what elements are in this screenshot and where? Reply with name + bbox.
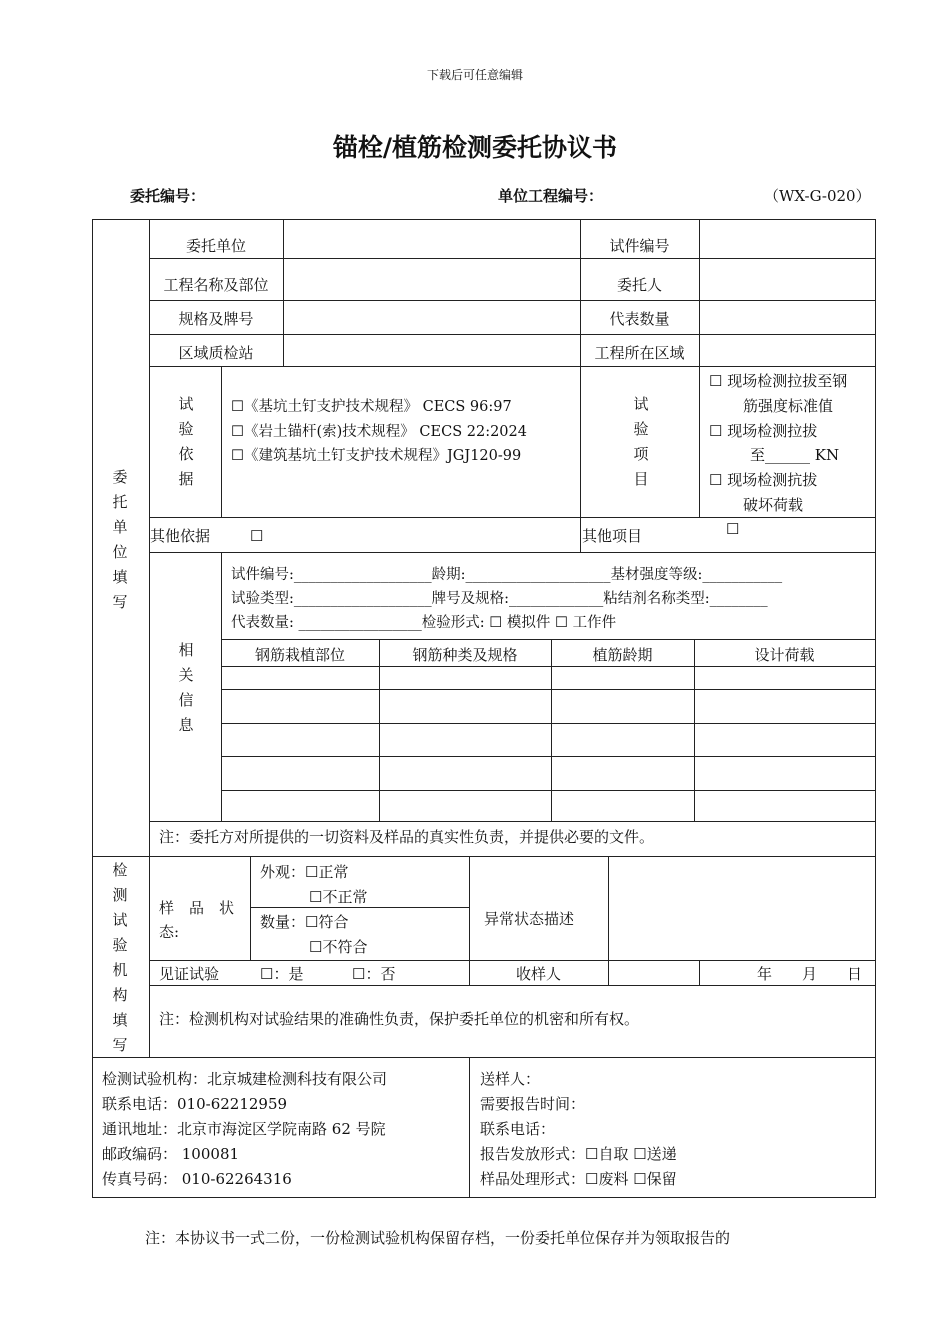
witness-yes[interactable]: ☐：是 (260, 965, 304, 983)
sender-field[interactable]: 送样人： (480, 1070, 541, 1088)
lab-fax: 传真号码： 010-62264316 (102, 1170, 292, 1188)
test-item-label: 试验项目 (633, 395, 649, 488)
basis-label: 试验依据 (178, 395, 194, 488)
related-info-label: 相关信息 (178, 641, 194, 734)
table-header: 植筋龄期 (592, 646, 653, 664)
client-section-label: 委托单位填写 (112, 468, 128, 611)
lab-postcode: 邮政编码： 100081 (102, 1145, 240, 1163)
client-note: 注：委托方对所提供的一切资料及样品的真实性负责，并提供必要的文件。 (159, 828, 655, 846)
sample-handling-options[interactable]: 样品处理形式：☐废料 ☐保留 (480, 1170, 677, 1188)
test-item-text: 筋强度标准值 (743, 397, 834, 415)
basis-item[interactable]: ☐《岩土锚杆(索)技术规程》 CECS 22:2024 (231, 424, 527, 440)
abnormal-desc-label: 异常状态描述 (484, 910, 575, 928)
form-code: （WX-G-020） (764, 187, 871, 205)
test-item-option[interactable]: ☐ 现场检测拉拔至钢 (709, 372, 848, 390)
project-area-label: 工程所在区域 (594, 344, 685, 362)
test-item-option[interactable]: ☐ 现场检测抗拔 (709, 471, 818, 489)
basis-item[interactable]: ☐《建筑基坑土钉支护技术规程》JGJ120-99 (231, 448, 522, 464)
client-unit-label: 委托单位 (185, 237, 246, 255)
quantity-not-match[interactable]: ☐不符合 (309, 938, 368, 956)
sample-no-label: 试件编号 (609, 237, 670, 255)
test-item-text: 破坏荷载 (743, 496, 804, 514)
lab-note: 注：检测机构对试验结果的准确性负责，保护委托单位的机密和所有权。 (159, 1010, 640, 1028)
info-line[interactable]: 试验类型:___________________牌号及规格:_____________粘结剂名称类型:________ (231, 591, 768, 607)
contact-phone-field[interactable]: 联系电话： (480, 1120, 556, 1138)
test-item-option[interactable]: ☐ 现场检测拉拔 (709, 422, 818, 440)
test-item-text: 至______ KN (750, 446, 840, 464)
table-header: 设计荷载 (754, 646, 815, 664)
client-person-label: 委托人 (616, 276, 662, 294)
table-header: 钢筋种类及规格 (412, 646, 518, 664)
report-delivery-options[interactable]: 报告发放形式：☐自取 ☐送递 (480, 1145, 677, 1163)
other-item-label: 其他项目 (582, 527, 643, 545)
witness-label: 见证试验 (159, 965, 220, 983)
appearance-normal[interactable]: 外观：☐正常 (260, 863, 349, 881)
lab-name: 检测试验机构：北京城建检测科技有限公司 (102, 1070, 388, 1088)
lab-section-label: 检测试验机构填写 (112, 861, 128, 1054)
date-label: 年 月 日 (757, 965, 863, 983)
lab-address: 通讯地址：北京市海淀区学院南路 62 号院 (102, 1120, 386, 1138)
bottom-note: 注：本协议书一式二份，一份检测试验机构保留存档，一份委托单位保存并为领取报告的 (145, 1229, 731, 1247)
spec-brand-label: 规格及牌号 (178, 310, 254, 328)
quantity-match[interactable]: 数量：☐符合 (260, 913, 349, 931)
basis-item[interactable]: ☐《基坑土钉支护技术规程》 CECS 96:97 (231, 399, 512, 415)
report-time-field[interactable]: 需要报告时间： (480, 1095, 586, 1113)
appearance-abnormal[interactable]: ☐不正常 (309, 888, 368, 906)
lab-phone: 联系电话：010-62212959 (102, 1095, 288, 1113)
receiver-label: 收样人 (515, 965, 561, 983)
rep-qty-label: 代表数量 (609, 310, 670, 328)
table-header: 钢筋栽植部位 (254, 646, 345, 664)
project-name-label: 工程名称及部位 (163, 276, 269, 294)
project-no-label: 单位工程编号： (498, 187, 604, 205)
info-line[interactable]: 代表数量: _________________检验形式: ☐ 模拟件 ☐ 工作件 (231, 615, 617, 631)
quality-station-label: 区域质检站 (178, 344, 254, 362)
witness-no[interactable]: ☐：否 (352, 965, 396, 983)
page-title: 锚栓/植筋检测委托协议书 (332, 133, 618, 162)
sample-state-label: 样 品 状态: (159, 899, 235, 941)
other-basis-label: 其他依据 (150, 527, 211, 545)
entrust-no-label: 委托编号： (130, 187, 206, 205)
info-line[interactable]: 试件编号:___________________龄期:____________________基材强度等级:___________ (231, 567, 783, 583)
header-note: 下载后可任意编辑 (426, 68, 523, 82)
other-item-checkbox[interactable]: ☐ (726, 520, 740, 538)
other-basis-checkbox[interactable]: ☐ (250, 527, 264, 545)
